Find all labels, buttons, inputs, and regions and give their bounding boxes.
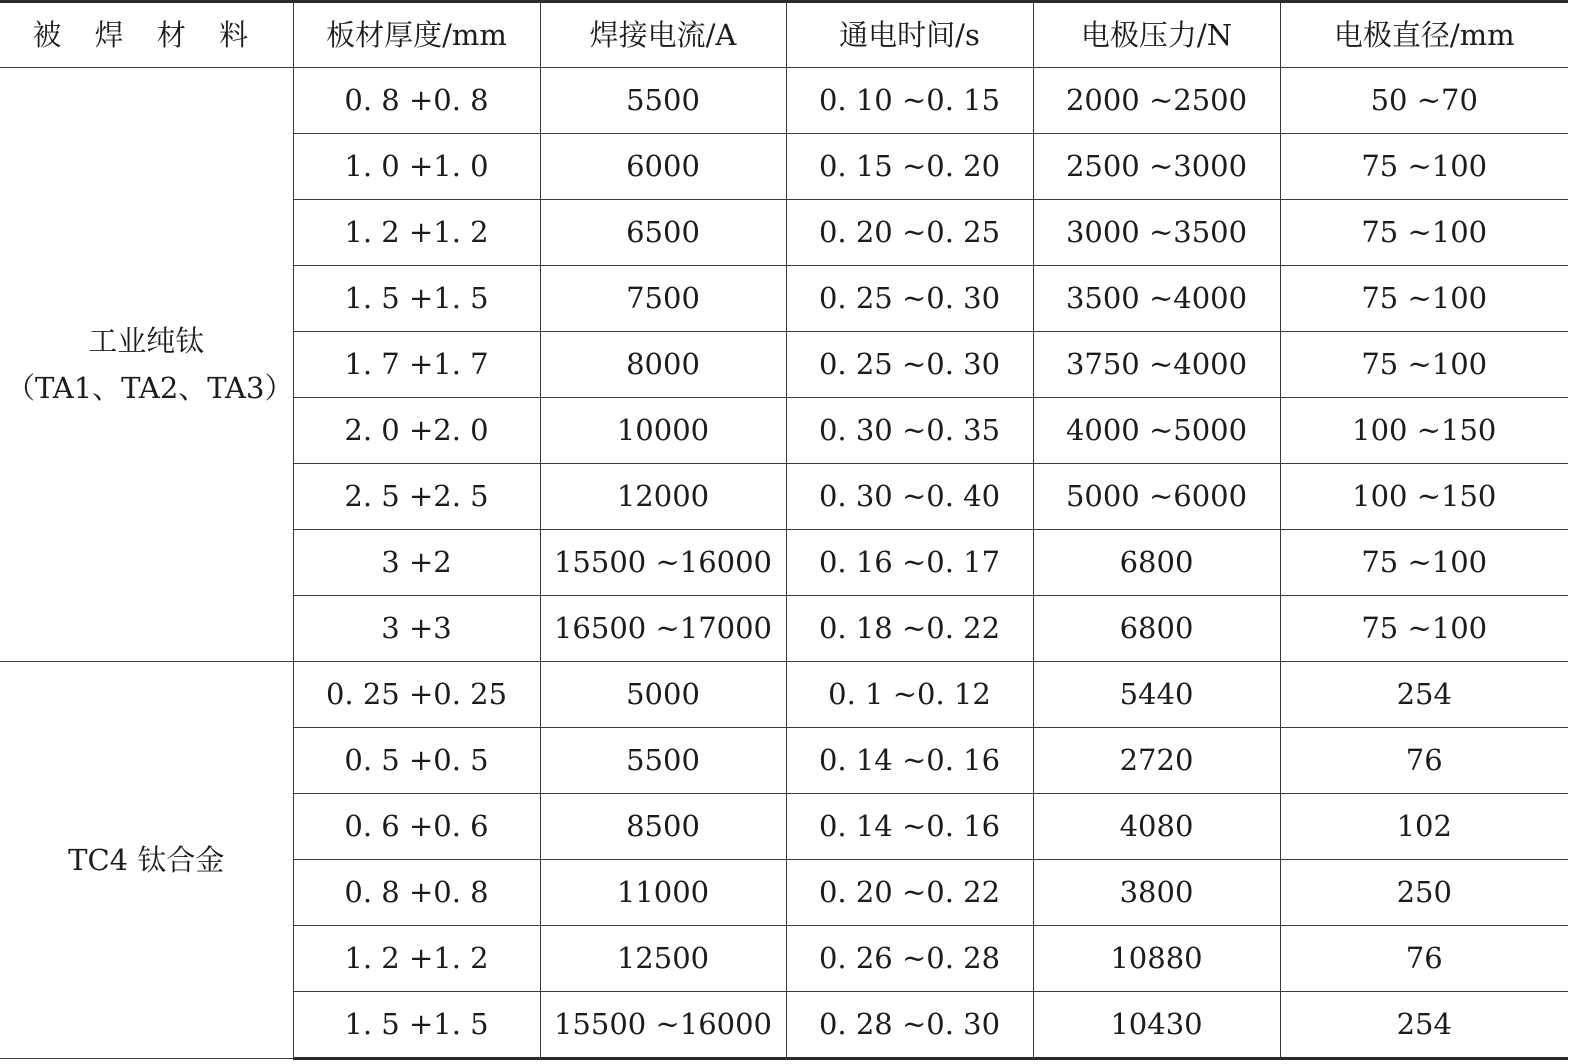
- cell-diameter: 250: [1280, 860, 1568, 926]
- cell-diameter: 75 ~100: [1280, 200, 1568, 266]
- cell-diameter: 254: [1280, 992, 1568, 1059]
- cell-thickness: 1. 5 +1. 5: [293, 992, 540, 1059]
- cell-thickness: 0. 6 +0. 6: [293, 794, 540, 860]
- cell-time: 0. 20 ~0. 25: [786, 200, 1033, 266]
- material-grades: （TA1、TA2、TA3）: [6, 370, 294, 405]
- header-time: 通电时间/s: [786, 2, 1033, 68]
- cell-diameter: 76: [1280, 728, 1568, 794]
- table-row: [0, 68, 1568, 134]
- header-thickness: 板材厚度/mm: [293, 2, 540, 68]
- cell-diameter: 75 ~100: [1280, 530, 1568, 596]
- cell-current: 8500: [540, 794, 786, 860]
- cell-time: 0. 10 ~0. 15: [786, 68, 1033, 134]
- cell-time: 0. 16 ~0. 17: [786, 530, 1033, 596]
- cell-diameter: 254: [1280, 662, 1568, 728]
- cell-thickness: 1. 2 +1. 2: [293, 926, 540, 992]
- cell-pressure: 5000 ~6000: [1033, 464, 1280, 530]
- cell-thickness: 0. 8 +0. 8: [293, 68, 540, 134]
- cell-pressure: 2720: [1033, 728, 1280, 794]
- cell-pressure: 2000 ~2500: [1033, 68, 1280, 134]
- cell-current: 6000: [540, 134, 786, 200]
- cell-diameter: 75 ~100: [1280, 134, 1568, 200]
- cell-pressure: 6800: [1033, 596, 1280, 662]
- material-name: TC4 钛合金: [68, 842, 225, 877]
- cell-current: 5500: [540, 68, 786, 134]
- cell-thickness: 3 +3: [293, 596, 540, 662]
- cell-thickness: 1. 0 +1. 0: [293, 134, 540, 200]
- header-material: 被 焊 材 料: [0, 2, 293, 68]
- table-header: [0, 2, 1568, 68]
- material-cell: [0, 662, 293, 1059]
- cell-time: 0. 25 ~0. 30: [786, 332, 1033, 398]
- cell-diameter: 100 ~150: [1280, 464, 1568, 530]
- cell-thickness: 0. 5 +0. 5: [293, 728, 540, 794]
- cell-time: 0. 15 ~0. 20: [786, 134, 1033, 200]
- cell-time: 0. 25 ~0. 30: [786, 266, 1033, 332]
- cell-current: 12000: [540, 464, 786, 530]
- cell-thickness: 3 +2: [293, 530, 540, 596]
- table-row: [0, 662, 1568, 728]
- cell-time: 0. 1 ~0. 12: [786, 662, 1033, 728]
- cell-thickness: 0. 8 +0. 8: [293, 860, 540, 926]
- cell-pressure: 3750 ~4000: [1033, 332, 1280, 398]
- cell-pressure: 5440: [1033, 662, 1280, 728]
- cell-pressure: 3800: [1033, 860, 1280, 926]
- cell-diameter: 76: [1280, 926, 1568, 992]
- cell-time: 0. 14 ~0. 16: [786, 728, 1033, 794]
- cell-time: 0. 26 ~0. 28: [786, 926, 1033, 992]
- cell-current: 7500: [540, 266, 786, 332]
- cell-time: 0. 14 ~0. 16: [786, 794, 1033, 860]
- cell-current: 10000: [540, 398, 786, 464]
- cell-diameter: 102: [1280, 794, 1568, 860]
- cell-current: 5500: [540, 728, 786, 794]
- cell-pressure: 3000 ~3500: [1033, 200, 1280, 266]
- cell-diameter: 50 ~70: [1280, 68, 1568, 134]
- cell-pressure: 4080: [1033, 794, 1280, 860]
- material-name: 工业纯钛: [88, 324, 205, 359]
- cell-current: 5000: [540, 662, 786, 728]
- cell-thickness: 1. 5 +1. 5: [293, 266, 540, 332]
- cell-thickness: 0. 25 +0. 25: [293, 662, 540, 728]
- cell-current: 12500: [540, 926, 786, 992]
- cell-current: 15500 ~16000: [540, 530, 786, 596]
- header-row: [0, 2, 1568, 68]
- header-diameter: 电极直径/mm: [1280, 2, 1568, 68]
- cell-pressure: 3500 ~4000: [1033, 266, 1280, 332]
- cell-pressure: 10880: [1033, 926, 1280, 992]
- cell-time: 0. 30 ~0. 35: [786, 398, 1033, 464]
- cell-time: 0. 20 ~0. 22: [786, 860, 1033, 926]
- cell-diameter: 75 ~100: [1280, 596, 1568, 662]
- cell-diameter: 75 ~100: [1280, 266, 1568, 332]
- header-pressure: 电极压力/N: [1033, 2, 1280, 68]
- cell-current: 16500 ~17000: [540, 596, 786, 662]
- cell-time: 0. 18 ~0. 22: [786, 596, 1033, 662]
- cell-current: 11000: [540, 860, 786, 926]
- cell-pressure: 2500 ~3000: [1033, 134, 1280, 200]
- cell-current: 6500: [540, 200, 786, 266]
- cell-diameter: 75 ~100: [1280, 332, 1568, 398]
- material-cell: [0, 68, 293, 662]
- cell-thickness: 1. 7 +1. 7: [293, 332, 540, 398]
- cell-diameter: 100 ~150: [1280, 398, 1568, 464]
- cell-pressure: 4000 ~5000: [1033, 398, 1280, 464]
- cell-pressure: 6800: [1033, 530, 1280, 596]
- cell-current: 8000: [540, 332, 786, 398]
- cell-pressure: 10430: [1033, 992, 1280, 1059]
- cell-time: 0. 28 ~0. 30: [786, 992, 1033, 1059]
- header-current: 焊接电流/A: [540, 2, 786, 68]
- table-body: [0, 68, 1568, 1059]
- cell-current: 15500 ~16000: [540, 992, 786, 1059]
- cell-thickness: 1. 2 +1. 2: [293, 200, 540, 266]
- cell-time: 0. 30 ~0. 40: [786, 464, 1033, 530]
- cell-thickness: 2. 0 +2. 0: [293, 398, 540, 464]
- cell-thickness: 2. 5 +2. 5: [293, 464, 540, 530]
